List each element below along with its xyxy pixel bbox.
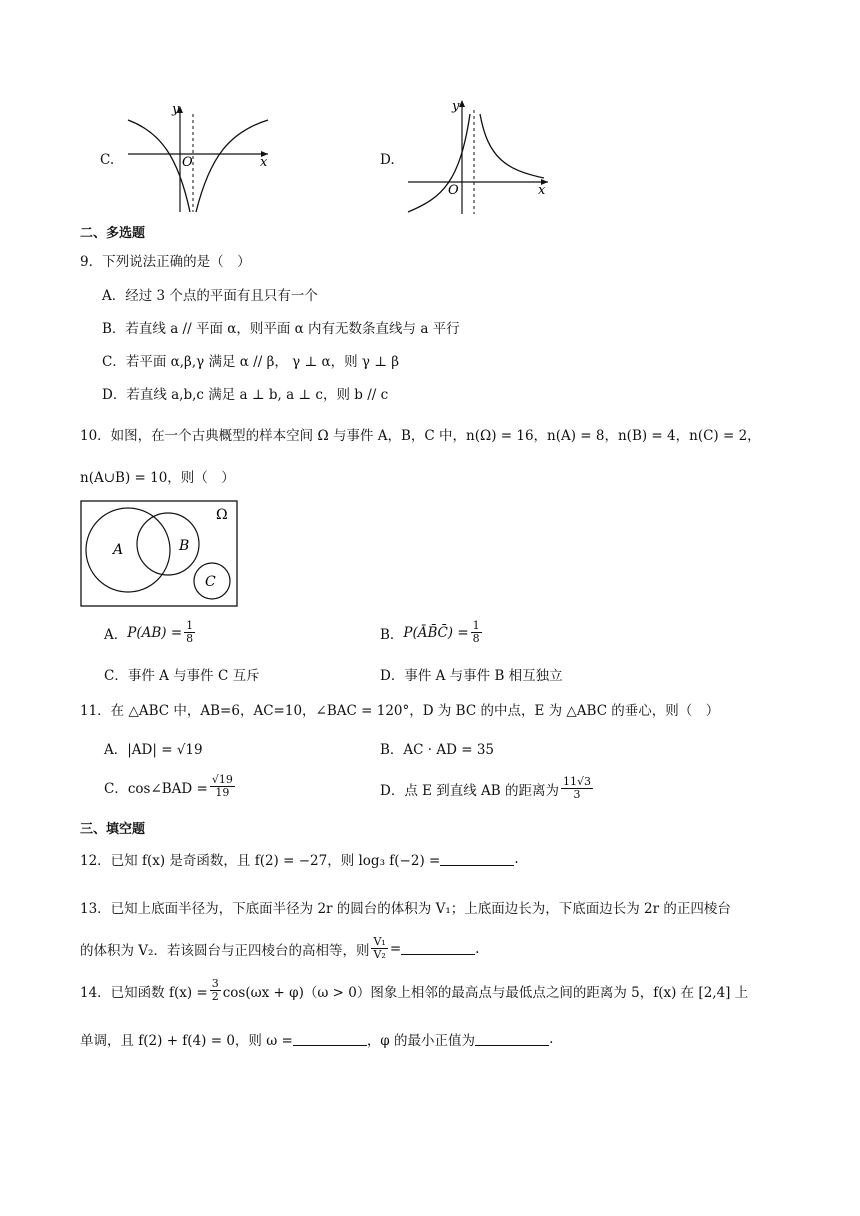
sample-space-box	[81, 501, 237, 606]
q11-option-c	[104, 774, 237, 799]
b-label: B	[179, 538, 190, 554]
denominator: 3	[573, 788, 581, 801]
q12	[80, 849, 519, 869]
x-label: x	[260, 155, 268, 170]
curve-left	[128, 120, 190, 212]
fraction-one-eighth-b	[471, 620, 482, 645]
q14-end: .	[549, 1031, 554, 1047]
q14-line2a: 单调，且 f(2) + f(4) = 0，则 ω =	[80, 1033, 293, 1049]
q10-option-d: D．事件 A 与事件 B 相互独立	[380, 668, 563, 684]
denominator: 8	[186, 632, 194, 645]
q13-line1: 13．已知上底面半径为，下底面半径为 2r 的圆台的体积为 V₁；上底面边长为，下底面边长为 2r 的正四棱台	[80, 901, 731, 917]
q14-line1b: cos(ωx + φ)（ω > 0）图象上相邻的最高点与最低点之间的距离为 5，f(x) 在 [2,4] 上	[222, 984, 749, 1001]
q10-option-a-expr: P(AB) =	[127, 624, 183, 641]
q14-omega-blank[interactable]	[293, 1033, 367, 1046]
section-fill-blank-heading: 三、填空题	[80, 822, 146, 837]
q13-line2	[80, 936, 479, 961]
numerator: V₁	[373, 935, 386, 948]
q14-line2	[80, 1029, 553, 1049]
q10-option-b-label: B．	[380, 626, 404, 643]
q11-stem: 11．在 △ABC 中，AB=6，AC=10，∠BAC = 120°，D 为 BC 的中点，E 为 △ABC 的垂心，则（ ）	[80, 703, 720, 719]
q9-option-a: A．经过 3 个点的平面有且只有一个	[102, 288, 318, 304]
q10-option-c: C．事件 A 与事件 C 互斥	[104, 668, 260, 684]
section-multi-choice-heading: 二、多选题	[80, 226, 146, 241]
denominator: V₂	[373, 948, 386, 961]
q14-line2b: ，φ 的最小正值为	[366, 1033, 476, 1049]
q12-answer-blank[interactable]	[440, 853, 514, 866]
numerator: 11√3	[563, 775, 592, 788]
c-label: C	[205, 574, 216, 590]
numerator: 1	[472, 619, 480, 632]
event-a-circle	[86, 508, 170, 592]
y-axis-arrow	[459, 100, 465, 107]
q11-option-c-expr: C．cos∠BAD =	[104, 780, 208, 797]
omega-label: Ω	[216, 507, 228, 523]
curve-right	[480, 114, 544, 178]
origin-label: O	[182, 155, 193, 170]
numerator: 1	[186, 619, 194, 632]
event-b-circle	[137, 513, 199, 575]
q10-option-a-label: A．	[104, 626, 128, 643]
a-label: A	[113, 542, 124, 558]
q11-option-d-expr: D．点 E 到直线 AB 的距离为	[380, 782, 560, 799]
option-c-graph	[120, 100, 280, 218]
option-d-graph	[402, 98, 552, 218]
option-d-label: D.	[380, 152, 395, 168]
q13-end: .	[475, 940, 480, 957]
q14-phi-blank[interactable]	[475, 1033, 549, 1046]
q10-option-b-expr: P(ĀB̄C̄) =	[403, 624, 469, 641]
q11-option-a: A．|AD| = √19	[104, 742, 203, 758]
fraction-one-eighth	[184, 620, 195, 645]
q13-line2-text: 的体积为 V₂．若该圆台与正四棱台的高相等，则	[80, 942, 370, 959]
numerator: 3	[211, 977, 219, 990]
q12-text: 12．已知 f(x) 是奇函数，且 f(2) = −27，则 log₃ f(−2) =	[80, 853, 441, 869]
y-label: y	[452, 99, 460, 114]
q9-option-c: C．若平面 α,β,γ 满足 α // β， γ ⊥ α，则 γ ⊥ β	[102, 354, 400, 370]
q12-end: .	[514, 851, 519, 867]
denominator: 8	[472, 632, 480, 645]
q9-option-b: B．若直线 a // 平面 α，则平面 α 内有无数条直线与 a 平行	[102, 321, 460, 337]
option-c-label: C.	[100, 152, 115, 168]
q14-line1a: 14．已知函数 f(x) =	[80, 984, 208, 1001]
q11-option-d	[380, 776, 595, 801]
q14-line1	[80, 978, 748, 1003]
denominator: 19	[215, 786, 230, 799]
origin-label: O	[448, 183, 459, 198]
fraction-three-halves	[210, 978, 221, 1003]
q13-answer-blank[interactable]	[401, 942, 475, 955]
numerator: √19	[211, 773, 233, 786]
q9-stem: 9．下列说法正确的是（ ）	[80, 254, 251, 270]
q11-option-b: B．AC · AD = 35	[380, 742, 495, 758]
fraction-11sqrt3-over-3	[561, 776, 593, 801]
q10-option-a	[104, 620, 197, 645]
y-label: y	[172, 102, 180, 117]
q13-equals: =	[389, 940, 402, 957]
fraction-sqrt19-over-19	[210, 774, 235, 799]
q10-stem-line2: n(A∪B) = 10，则（ ）	[80, 470, 235, 486]
curve-left	[408, 114, 470, 212]
denominator: 2	[211, 990, 219, 1003]
q9-option-d: D．若直线 a,b,c 满足 a ⊥ b, a ⊥ c，则 b // c	[102, 387, 389, 403]
curve-right	[196, 120, 268, 212]
q10-stem-line1: 10．如图，在一个古典概型的样本空间 Ω 与事件 A，B，C 中，n(Ω) = 16，n(A) = 8，n(B) = 4，n(C) = 2，	[80, 428, 761, 444]
fraction-v1-over-v2	[371, 936, 387, 961]
venn-diagram	[80, 500, 238, 608]
q10-option-b	[380, 620, 484, 645]
x-label: x	[538, 183, 546, 198]
